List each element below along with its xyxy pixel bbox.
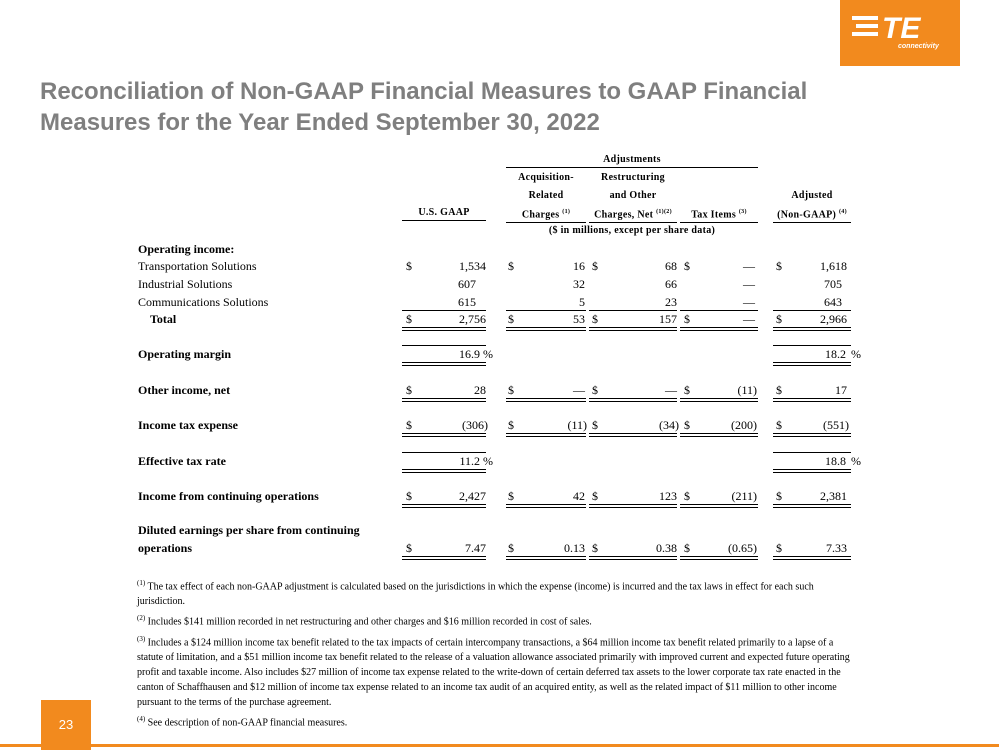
dollar-sign: $ [592, 418, 598, 432]
double-rule-cont-restr [589, 504, 677, 508]
label-income-continuing-ops: Income from continuing operations [138, 489, 319, 503]
double-rule-cont-gaap [402, 504, 486, 508]
dollar-sign: $ [508, 312, 514, 326]
header-adjusted-line1: Adjusted [791, 190, 833, 201]
double-rule-tax-restr [589, 433, 677, 437]
cell-industrial-restr: 66 [665, 277, 677, 291]
cell-other-income-gaap: 28 [474, 383, 486, 397]
dollar-sign: $ [592, 312, 598, 326]
cell-eff-tax-adj: 18.8 [825, 454, 846, 468]
double-rule-cont-acq [506, 504, 586, 508]
cell-communications-gaap: 615 [458, 295, 476, 309]
label-eps-line1: Diluted earnings per share from continuing [138, 523, 360, 537]
double-rule-other-acq [506, 398, 586, 402]
dollar-sign: $ [508, 489, 514, 503]
dollar-sign: $ [406, 418, 412, 432]
rule-margin-gaap-top [402, 345, 486, 346]
footnote-3: $^{(3)}$ Includes a $124 million income tax benefit related to the tax impacts of certain intercompany transactions, a $64 million income tax benefit related primarily to a lapse of a statute of limitation, and a $51 million income tax benefit related to the release of a valuation allowance associated primarily with improved current and expected future operating profit and taxable income. Also includes $27 million of income tax expense related to the write-down of certain deferred tax assets to the lower corporate tax rate enacted in the canton of Schaffhausen and $12 million of income tax expense related to an income tax audit of an acquired entity, as well as the related impact of $11 million to other income pursuant to the terms of the purchase agreement. [137, 634, 850, 708]
dollar-sign: $ [776, 541, 782, 555]
header-acq-line3: Charges $^{(1)}$ [506, 205, 586, 223]
double-rule-other-adj [773, 398, 851, 402]
cell-eps-tax: (0.65) [728, 541, 757, 555]
cell-transportation-restr: 68 [665, 259, 677, 273]
label-effective-tax-rate: Effective tax rate [138, 454, 226, 468]
rule-eff-gaap-top [402, 452, 486, 453]
dollar-sign: $ [684, 418, 690, 432]
double-rule-tax-tax [680, 433, 758, 437]
logo-text: TE [882, 12, 921, 44]
cell-total-gaap: 2,756 [459, 312, 486, 326]
footnote-2: $^{(2)}$ Includes $141 million recorded in net restructuring and other charges and $16 million recorded in cost of sales. [137, 614, 592, 628]
cell-op-margin-gaap: 16.9 [459, 347, 480, 361]
header-tax-items: Tax Items $^{(3)}$ [680, 205, 758, 223]
cell-total-acq: 53 [573, 312, 585, 326]
cell-transportation-acq: 16 [573, 259, 585, 273]
header-acq-line1: Acquisition- [518, 172, 574, 183]
cell-communications-adj: 643 [824, 295, 842, 309]
rule-subtotal-adj [773, 310, 851, 311]
rule-subtotal-restr [589, 310, 677, 311]
bottom-accent-rule [0, 744, 999, 747]
dollar-sign: $ [776, 489, 782, 503]
double-rule-tax-adj [773, 433, 851, 437]
te-logo-mark-icon [850, 10, 950, 44]
dollar-sign: $ [592, 259, 598, 273]
label-income-tax-expense: Income tax expense [138, 418, 238, 432]
double-rule-total-tax [680, 327, 758, 331]
double-rule-eff-gaap [402, 469, 486, 473]
page-title: Reconciliation of Non-GAAP Financial Measures to GAAP Financial Measures for the Year Ended September 30, 2022 [40, 78, 808, 136]
double-rule-cont-tax [680, 504, 758, 508]
dollar-sign: $ [508, 541, 514, 555]
cell-other-income-acq: — [573, 383, 585, 397]
header-adjusted-line2: (Non-GAAP) $^{(4)}$ [773, 205, 851, 223]
label-total: Total [150, 312, 177, 326]
cell-cont-ops-tax: (211) [731, 489, 757, 503]
header-us-gaap: U.S. GAAP [402, 205, 486, 221]
page-number: 23 [41, 700, 91, 750]
dollar-sign: $ [776, 259, 782, 273]
logo-subtext: connectivity [898, 43, 939, 50]
cell-other-income-tax: (11) [737, 383, 757, 397]
cell-eps-gaap: 7.47 [465, 541, 486, 555]
dollar-sign: $ [684, 489, 690, 503]
dollar-sign: $ [592, 541, 598, 555]
percent-sign: % [851, 347, 861, 361]
dollar-sign: $ [508, 418, 514, 432]
cell-cont-ops-acq: 42 [573, 489, 585, 503]
double-rule-eps-acq [506, 556, 586, 560]
label-operating-income: Operating income: [138, 242, 235, 256]
cell-transportation-adj: 1,618 [820, 259, 847, 273]
cell-other-income-restr: — [665, 383, 677, 397]
cell-transportation-gaap: 1,534 [459, 259, 486, 273]
cell-cont-ops-restr: 123 [659, 489, 677, 503]
double-rule-eps-tax [680, 556, 758, 560]
rule-subtotal-gaap [402, 310, 486, 311]
cell-eps-restr: 0.38 [656, 541, 677, 555]
percent-sign: % [851, 454, 861, 468]
dollar-sign: $ [508, 259, 514, 273]
dollar-sign: $ [776, 312, 782, 326]
cell-communications-restr: 23 [665, 295, 677, 309]
dollar-sign: $ [776, 383, 782, 397]
cell-industrial-tax: — [743, 277, 755, 291]
cell-op-margin-adj: 18.2 [825, 347, 846, 361]
dollar-sign: $ [776, 418, 782, 432]
double-rule-total-adj [773, 327, 851, 331]
double-rule-margin-gaap [402, 362, 486, 366]
label-transportation: Transportation Solutions [138, 259, 257, 273]
cell-total-restr: 157 [659, 312, 677, 326]
double-rule-other-gaap [402, 398, 486, 402]
rule-subtotal-tax [680, 310, 758, 311]
dollar-sign: $ [592, 383, 598, 397]
label-eps-line2: operations [138, 541, 192, 555]
cell-eff-tax-gaap: 11.2 [459, 454, 480, 468]
header-restr-line2: and Other [609, 190, 657, 201]
cell-eps-adj: 7.33 [826, 541, 847, 555]
double-rule-other-restr [589, 398, 677, 402]
percent-sign: % [483, 347, 493, 361]
double-rule-tax-acq [506, 433, 586, 437]
cell-industrial-adj: 705 [824, 277, 842, 291]
cell-tax-expense-adj: (551) [823, 418, 849, 432]
dollar-sign: $ [684, 312, 690, 326]
cell-transportation-tax: — [743, 259, 755, 273]
cell-other-income-adj: 17 [835, 383, 847, 397]
cell-total-adj: 2,966 [820, 312, 847, 326]
cell-tax-expense-tax: (200) [731, 418, 757, 432]
footnote-4: $^{(4)}$ See description of non-GAAP financial measures. [137, 714, 348, 729]
header-adjustments: Adjustments [506, 152, 758, 168]
double-rule-eps-adj [773, 556, 851, 560]
dollar-sign: $ [406, 541, 412, 555]
rule-margin-adj-top [773, 345, 851, 346]
label-operating-margin: Operating margin [138, 347, 231, 361]
cell-cont-ops-gaap: 2,427 [459, 489, 486, 503]
double-rule-eps-restr [589, 556, 677, 560]
dollar-sign: $ [508, 383, 514, 397]
cell-communications-acq: 5 [579, 295, 585, 309]
rule-subtotal-acq [506, 310, 586, 311]
header-restr-line1: Restructuring [601, 172, 665, 183]
dollar-sign: $ [406, 383, 412, 397]
double-rule-eff-adj [773, 469, 851, 473]
double-rule-margin-adj [773, 362, 851, 366]
dollar-sign: $ [406, 489, 412, 503]
label-industrial: Industrial Solutions [138, 277, 233, 291]
header-units: ($ in millions, except per share data) [548, 225, 716, 236]
te-connectivity-logo [840, 0, 960, 66]
cell-total-tax: — [743, 312, 755, 326]
double-rule-cont-adj [773, 504, 851, 508]
cell-industrial-gaap: 607 [458, 277, 476, 291]
dollar-sign: $ [684, 383, 690, 397]
double-rule-other-tax [680, 398, 758, 402]
cell-tax-expense-acq: (11) [567, 418, 587, 432]
double-rule-eps-gaap [402, 556, 486, 560]
cell-cont-ops-adj: 2,381 [820, 489, 847, 503]
footnote-1: $^{(1)}$ The tax effect of each non-GAAP adjustment is calculated based on the jurisdictions in which the expense (income) is incurred and the tax laws in effect for each such jurisdiction. [137, 579, 814, 608]
header-restr-line3: Charges, Net $^{(1)(2)}$ [589, 205, 677, 223]
dollar-sign: $ [406, 259, 412, 273]
rule-eff-adj-top [773, 452, 851, 453]
label-communications: Communications Solutions [138, 295, 269, 309]
double-rule-tax-gaap [402, 433, 486, 437]
dollar-sign: $ [592, 489, 598, 503]
label-other-income: Other income, net [138, 383, 231, 397]
footnotes [137, 576, 852, 732]
percent-sign: % [483, 454, 493, 468]
header-acq-line2: Related [528, 190, 564, 201]
cell-tax-expense-gaap: (306) [462, 418, 488, 432]
dollar-sign: $ [684, 541, 690, 555]
dollar-sign: $ [684, 259, 690, 273]
cell-tax-expense-restr: (34) [659, 418, 679, 432]
cell-industrial-acq: 32 [573, 277, 585, 291]
cell-eps-acq: 0.13 [564, 541, 585, 555]
double-rule-total-gaap [402, 327, 486, 331]
double-rule-total-restr [589, 327, 677, 331]
double-rule-total-acq [506, 327, 586, 331]
cell-communications-tax: — [743, 295, 755, 309]
dollar-sign: $ [406, 312, 412, 326]
